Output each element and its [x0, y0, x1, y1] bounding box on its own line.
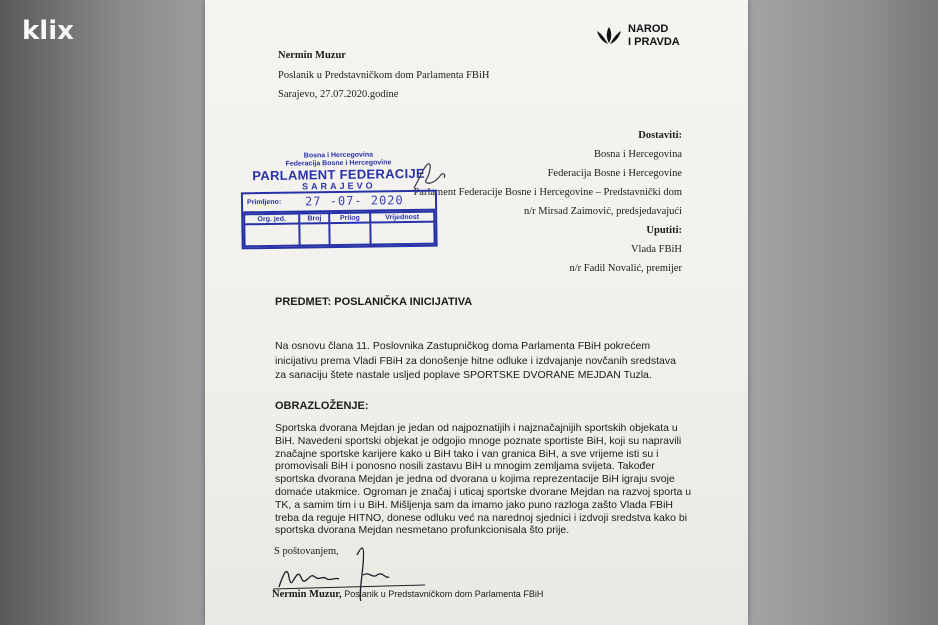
stamp-table — [243, 211, 435, 248]
refer-line: Vlada FBiH — [630, 244, 682, 255]
stamp-cell — [244, 224, 299, 247]
intro-paragraph: Na osnovu člana 11. Poslovnika Zastupničkog doma Parlamenta FBiH pokrećem inicijativu prema Vladi FBiH za donošenje hitne odluke i izdvajanje novčanih sredstava za sanaciju štete nastale usljed poplave SPORTSKE DVORANE MEJDAN Tuzla. — [275, 340, 676, 381]
signatory-block — [272, 589, 543, 600]
stamp-received-date: 27 -07- 2020 — [304, 193, 404, 209]
explanation-paragraph: Sportska dvorana Mejdan je jedan od najpoznatijih i najznačajnijih sportskih objekata u BiH. Navedeni sportski objekat je odgojio mnoge poznate sportiste BiH, koji su napravili značajne sportske karijere kako u BiH tako i van granica BiH, a sve vrijeme isti su i promovisali BiH i ponosno nosili zastavu BiH u mnogim zemljama svijeta. Također sportska dvorana Mejdan je jedna od dvorana u kojima reprezentacije BiH igraju svoje domaće utakmice. Ogroman je značaj i uticaj sportske dvorane Mejdan na razvoj sporta u TK, a samim tim i u BiH. Mišljenja sam da imamo jako puno razloga zašto Vlada FBiH treba da reguje HITNO, donese odluku već na narednoj sjednici i izdvoji sredstva kako bi sportska dvorana Mejdan nesmetano profunkcionisala što prije. — [275, 422, 692, 537]
sender-name: Nermin Muzur — [278, 50, 346, 61]
stamp-line-2: Federacija Bosne i Hercegovine — [285, 159, 392, 168]
stamp-line-4: SARAJEVO — [301, 180, 376, 192]
stamp-received-label: Primljeno: — [246, 198, 282, 207]
refer-line: n/r Fadil Novalić, premijer — [569, 263, 682, 274]
signatory-title: Poslanik u Predstavničkom dom Parlamenta FBiH — [344, 589, 544, 599]
party-logo — [596, 23, 680, 49]
logo-line-1: NAROD — [628, 23, 669, 35]
deliver-line: Bosna i Hercegovina — [593, 149, 682, 160]
sender-place-date: Sarajevo, 27.07.2020.godine — [278, 89, 399, 100]
stamp-box — [241, 190, 438, 250]
background-right — [748, 0, 938, 625]
background-left — [0, 0, 205, 625]
stamp-received-row — [243, 195, 435, 214]
explanation-heading: OBRAZLOŽENJE: — [275, 400, 369, 412]
stamp-initials-scribble — [410, 158, 450, 198]
deliver-line: n/r Mirsad Zaimović, predsjedavajući — [523, 206, 682, 217]
parliament-stamp — [240, 151, 437, 250]
stamp-cell — [370, 222, 434, 245]
logo-line-2: I PRAVDA — [628, 36, 680, 48]
stamp-line-1: Bosna i Hercegovina — [303, 151, 374, 160]
stamp-cell — [330, 223, 371, 246]
deliver-line: Federacija Bosne i Hercegovine — [547, 168, 682, 179]
stamp-col-number: Broj — [299, 213, 330, 223]
stamp-col-attachment: Prilog — [330, 213, 371, 224]
stamp-col-org: Org. jed. — [244, 214, 299, 225]
stamp-line-3: PARLAMENT FEDERACIJE — [252, 165, 426, 184]
sender-title: Poslanik u Predstavničkom dom Parlamenta FBiH — [278, 69, 490, 81]
document-page — [205, 0, 748, 625]
refer-heading: Uputiti: — [646, 225, 682, 236]
deliver-heading: Dostaviti: — [638, 130, 682, 141]
stamp-cell — [299, 223, 330, 245]
signatory-name: Nermin Muzur, — [272, 589, 342, 600]
lotus-icon — [596, 25, 622, 47]
watermark-logo: klix — [22, 16, 74, 46]
stamp-col-value: Vrijednost — [370, 212, 434, 223]
subject-line: PREDMET: POSLANIČKA INICIJATIVA — [275, 296, 473, 308]
closing-line: S poštovanjem, — [274, 546, 339, 557]
sender-block — [278, 46, 489, 105]
deliver-line: Parlament Federacije Bosne i Hercegovine – Predstavnički dom — [413, 187, 682, 198]
